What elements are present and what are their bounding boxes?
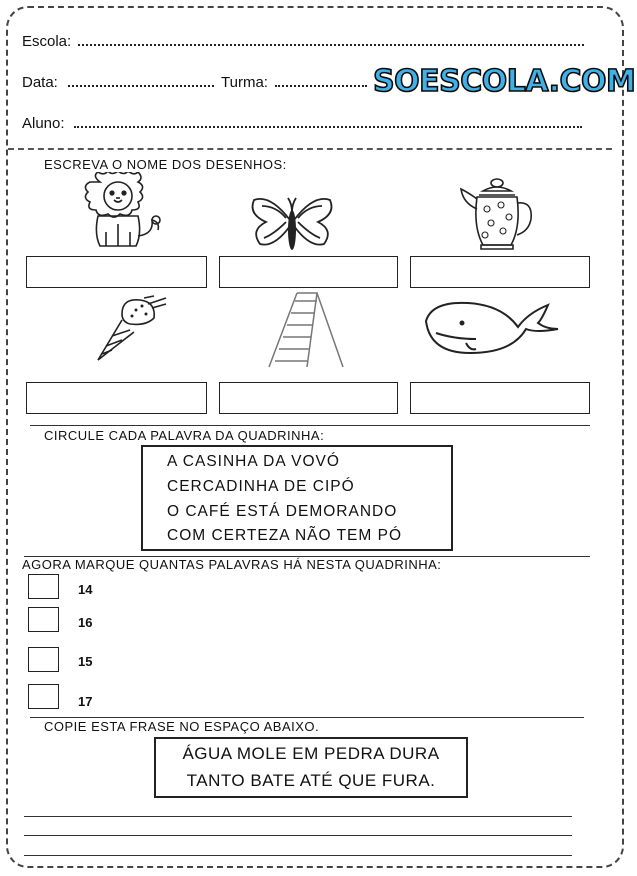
checkbox-option-4[interactable] [28,684,59,709]
option-label-3: 15 [78,654,93,669]
poem-box [141,445,453,551]
student-field[interactable] [74,126,582,128]
teapot-icon [457,175,537,253]
checkbox-option-1[interactable] [28,574,59,599]
poem-line-1: A CASINHA DA VOVÓ [167,453,340,470]
poem-instruction: CIRCULE CADA PALAVRA DA QUADRINHA: [44,428,325,443]
class-label: Turma: [221,74,268,91]
poem-line-4: COM CERTEZA NÃO TEM PÓ [167,527,403,544]
school-label: Escola: [22,33,72,50]
butterfly-icon [250,190,334,256]
date-field[interactable] [68,85,214,87]
option-label-4: 17 [78,694,93,709]
date-label: Data: [22,74,58,91]
phrase-line-1: ÁGUA MOLE EM PEDRA DURA [182,744,440,763]
answer-box-ladder[interactable] [219,382,398,414]
whale-icon [422,299,564,357]
answer-box-teapot[interactable] [410,256,590,288]
poem-line-3: O CAFÉ ESTÁ DEMORANDO [167,503,398,520]
header-separator [8,148,612,150]
phrase-box [154,737,468,798]
copy-instruction: COPIE ESTA FRASE NO ESPAÇO ABAIXO. [44,719,320,734]
writing-line-3[interactable] [24,855,572,856]
student-label: Aluno: [22,115,65,132]
phrase-line-2: TANTO BATE ATÉ QUE FURA. [186,771,436,790]
answer-box-lion[interactable] [26,256,207,288]
writing-line-2[interactable] [24,835,572,836]
count-instruction: AGORA MARQUE QUANTAS PALAVRAS HÁ NESTA QUADRINHA: [22,557,442,572]
site-logo: SOESCOLA.COM [373,64,636,99]
checkbox-option-2[interactable] [28,607,59,632]
checkbox-option-3[interactable] [28,647,59,672]
ice-cream-icon [92,294,182,366]
poem-line-2: CERCADINHA DE CIPÓ [167,478,355,495]
poem-section-rule [30,425,590,426]
writing-line-1[interactable] [24,816,572,817]
ladder-icon [265,291,347,369]
option-label-1: 14 [78,582,93,597]
drawings-instruction: ESCREVA O NOME DOS DESENHOS: [44,157,287,172]
lion-icon [68,172,168,252]
school-field[interactable] [78,44,584,46]
class-field[interactable] [275,85,367,87]
answer-box-whale[interactable] [410,382,590,414]
option-label-2: 16 [78,615,93,630]
copy-section-rule [30,717,584,718]
answer-box-ice-cream[interactable] [26,382,207,414]
answer-box-butterfly[interactable] [219,256,398,288]
